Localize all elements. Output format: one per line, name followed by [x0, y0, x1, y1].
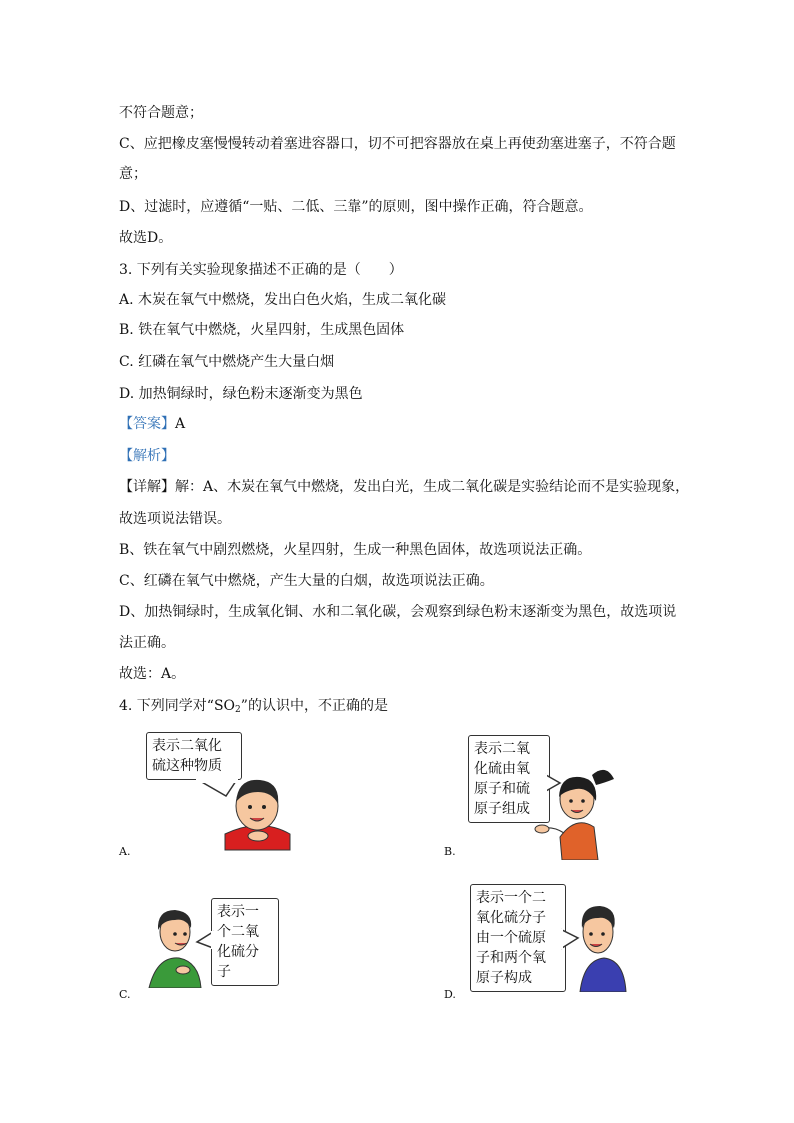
bubble-b-line-4: 原子组成 [474, 801, 530, 817]
question-3-option-d: D. 加热铜绿时，绿色粉末逐渐变为黑色 [119, 386, 363, 402]
doc-line-4: D、过滤时，应遵循“一贴、二低、三靠”的原则，图中操作正确，符合题意。 [119, 199, 593, 215]
bubble-d-line-2: 氧化硫分子 [476, 910, 546, 926]
bubble-a-line-2: 硫这种物质 [152, 758, 222, 774]
detail-text-1: 解：A、木炭在氧气中燃烧，发出白光，生成二氧化碳是实验结论而不是实验现象， [175, 479, 690, 495]
bubble-b-line-1: 表示二氧 [474, 741, 530, 757]
bubble-a-line-1: 表示二氧化 [152, 738, 222, 754]
doc-line-2: C、应把橡皮塞慢慢转动着塞进容器口，切不可把容器放在桌上再使劲塞进塞子，不符合题 [119, 136, 676, 152]
answer-value: A [175, 416, 186, 432]
detail-line-1 [119, 477, 689, 497]
bubble-d-line-3: 由一个硫原 [476, 930, 546, 946]
doc-line-3: 意； [119, 166, 147, 182]
option-b-figure [464, 735, 624, 860]
question-3-option-b: B. 铁在氧气中燃烧，火星四射，生成黑色固体 [119, 322, 405, 338]
doc-line-1: 不符合题意； [119, 105, 203, 121]
question-3-stem: 3. 下列有关实验现象描述不正确的是（ ） [119, 262, 403, 278]
option-c-label: C. [119, 988, 131, 1001]
detail-line-4: C、红磷在氧气中燃烧，产生大量的白烟，故选项说法正确。 [119, 573, 494, 589]
bubble-d-line-1: 表示一个二 [476, 890, 546, 906]
q4-suffix: ”的认识中，不正确的是 [240, 698, 388, 714]
bubble-c-line-3: 化硫分 [217, 944, 259, 960]
analysis-tag: 【解析】 [119, 448, 175, 464]
answer-line [119, 414, 185, 434]
option-a-figure [140, 732, 310, 852]
girl-cartoon-b [464, 735, 624, 860]
bubble-c-line-2: 个二氧 [217, 924, 259, 940]
q4-prefix: 4. 下列同学对“SO [119, 698, 236, 714]
bubble-c-line-4: 子 [217, 964, 231, 980]
doc-line-5: 故选D。 [119, 230, 173, 246]
option-b-label: B. [444, 845, 456, 858]
bubble-b-line-3: 原子和硫 [474, 781, 530, 797]
option-a-label: A. [119, 845, 131, 858]
detail-line-5: D、加热铜绿时，生成氧化铜、水和二氧化碳，会观察到绿色粉末逐渐变为黑色，故选项说 [119, 604, 677, 620]
detail-line-6: 法正确。 [119, 635, 175, 651]
detail-line-3: B、铁在氧气中剧烈燃烧，火星四射，生成一种黑色固体，故选项说法正确。 [119, 542, 592, 558]
bubble-c-line-1: 表示一 [217, 904, 259, 920]
man-cartoon-d [466, 884, 646, 992]
boy-cartoon-a [140, 732, 310, 852]
detail-line-2: 故选项说法错误。 [119, 511, 231, 527]
bubble-d-line-5: 原子构成 [476, 970, 532, 986]
option-c-figure [145, 898, 295, 988]
option-d-label: D. [444, 988, 456, 1001]
bubble-b-line-2: 化硫由氧 [474, 761, 530, 777]
detail-line-7: 故选：A。 [119, 666, 186, 682]
option-d-figure [466, 884, 646, 992]
question-3-option-a: A. 木炭在氧气中燃烧，发出白色火焰，生成二氧化碳 [119, 292, 447, 308]
boy-cartoon-c [145, 898, 295, 988]
question-4-stem [119, 696, 388, 720]
detail-tag: 【详解】 [119, 479, 175, 495]
q4-subscript: 2 [235, 705, 241, 715]
question-3-option-c: C. 红磷在氧气中燃烧产生大量白烟 [119, 354, 335, 370]
bubble-d-line-4: 子和两个氧 [476, 950, 546, 966]
answer-tag: 【答案】 [119, 416, 175, 432]
